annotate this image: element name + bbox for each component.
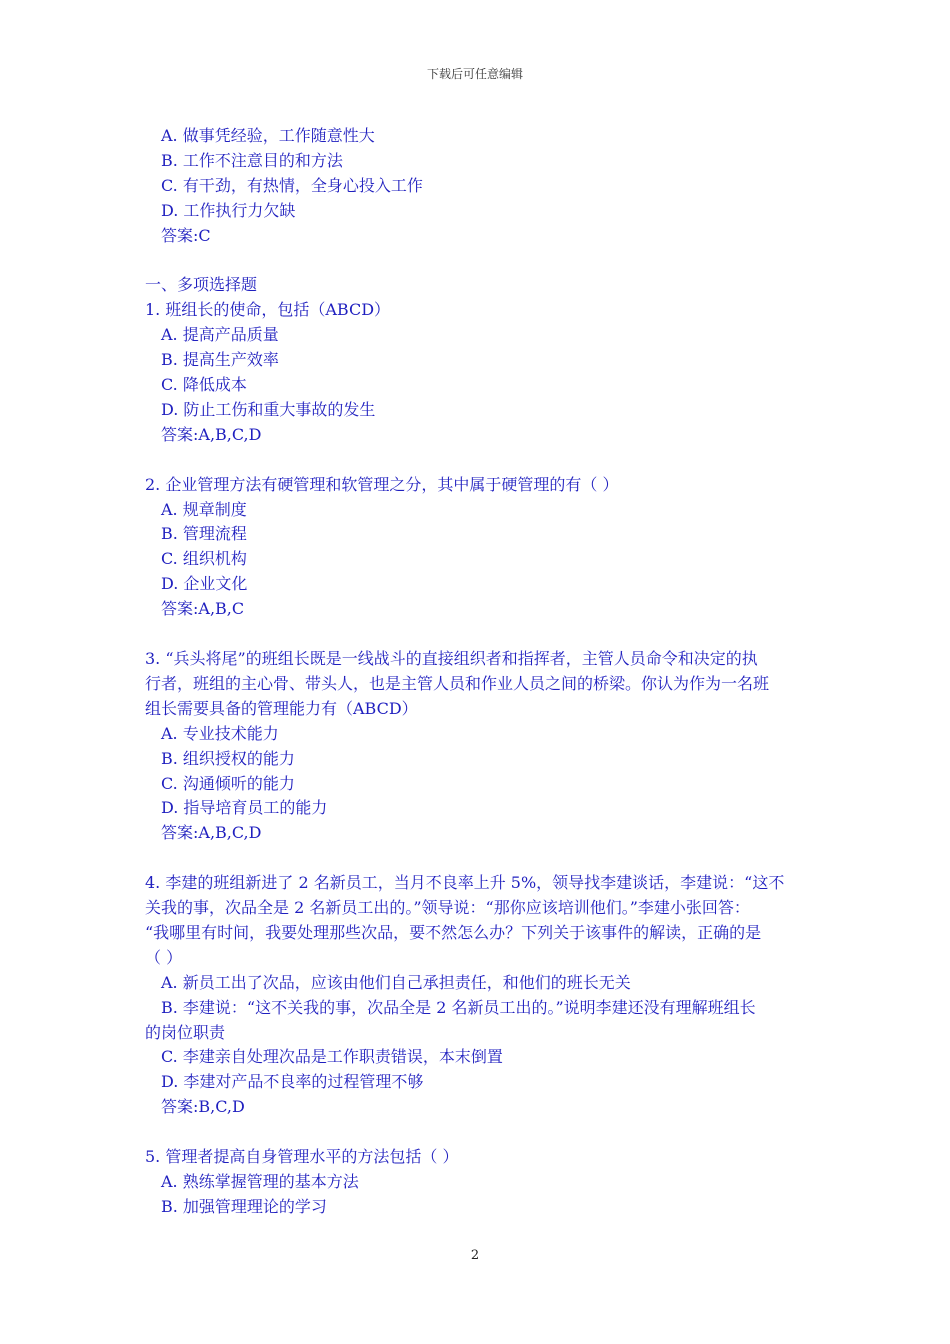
- option-b: B. 李建说：“这不关我的事，次品全是 2 名新员工出的。”说明李建还没有理解班组长: [161, 997, 756, 1017]
- question-stem: 5. 管理者提高自身管理水平的方法包括（ ）: [145, 1147, 459, 1167]
- question-stem: 1. 班组长的使命，包括（ABCD）: [145, 300, 391, 320]
- question-3: [145, 647, 810, 846]
- option-d: D. 指导培育员工的能力: [161, 798, 328, 818]
- spacer: [145, 846, 810, 871]
- option-c: C. 组织机构: [161, 549, 247, 569]
- answer: 答案:C: [161, 225, 211, 245]
- answer: 答案:A,B,C,D: [161, 823, 262, 843]
- spacer: [145, 448, 810, 473]
- spacer: [145, 1120, 810, 1145]
- option-a: A. 规章制度: [161, 499, 247, 519]
- question-1: [145, 298, 810, 447]
- answer: 答案:A,B,C: [161, 599, 245, 619]
- option-a: A. 新员工出了次品，应该由他们自己承担责任，和他们的班长无关: [161, 972, 631, 992]
- option-d: D. 企业文化: [161, 574, 248, 594]
- option-b: B. 加强管理理论的学习: [161, 1196, 327, 1216]
- option-b: B. 提高生产效率: [161, 350, 279, 370]
- question-stem: 行者，班组的主心骨、带头人，也是主管人员和作业人员之间的桥梁。你认为作为一名班: [145, 673, 770, 693]
- question-stem: 2. 企业管理方法有硬管理和软管理之分，其中属于硬管理的有（ ）: [145, 474, 619, 494]
- option-d: D. 工作执行力欠缺: [161, 200, 296, 220]
- question-stem: 3. “兵头将尾”的班组长既是一线战斗的直接组织者和指挥者，主管人员命令和决定的执: [145, 648, 758, 668]
- spacer: [145, 249, 810, 274]
- option-a: A. 提高产品质量: [161, 325, 279, 345]
- section-title: 一、多项选择题: [145, 275, 258, 295]
- question-5: [145, 1145, 810, 1220]
- option-c: C. 降低成本: [161, 375, 247, 395]
- page-number: 2: [470, 1248, 480, 1263]
- question-stem: 组长需要具备的管理能力有（ABCD）: [145, 698, 418, 718]
- question-stem: 关我的事，次品全是 2 名新员工出的。”领导说：“那你应该培训他们。”李建小张回答：: [145, 898, 750, 918]
- option-b-continuation: 的岗位职责: [145, 1022, 226, 1042]
- option-c: C. 有干劲，有热情，全身心投入工作: [161, 175, 423, 195]
- document-body: [145, 124, 810, 1220]
- option-b: B. 工作不注意目的和方法: [161, 150, 343, 170]
- page-header: 下载后可任意编辑: [426, 67, 523, 81]
- question-stem: 4. 李建的班组新进了 2 名新员工，当月不良率上升 5%，领导找李建谈话，李建说：“这不: [145, 873, 785, 893]
- option-d: D. 防止工伤和重大事故的发生: [161, 399, 376, 419]
- option-b: B. 管理流程: [161, 524, 247, 544]
- option-d: D. 李建对产品不良率的过程管理不够: [161, 1072, 424, 1092]
- option-c: C. 李建亲自处理次品是工作职责错误，本末倒置: [161, 1047, 503, 1067]
- answer: 答案:B,C,D: [161, 1097, 245, 1117]
- question-stem: “我哪里有时间，我要处理那些次品，要不然怎么办？下列关于该事件的解读，正确的是: [145, 922, 762, 942]
- question-stem: （ ）: [145, 947, 183, 967]
- option-c: C. 沟通倾听的能力: [161, 773, 295, 793]
- prev-question: [145, 124, 810, 249]
- question-2: [145, 473, 810, 622]
- question-4: [145, 871, 810, 1120]
- option-a: A. 熟练掌握管理的基本方法: [161, 1171, 359, 1191]
- answer: 答案:A,B,C,D: [161, 424, 262, 444]
- option-a: A. 做事凭经验，工作随意性大: [161, 126, 375, 145]
- spacer: [145, 622, 810, 647]
- option-a: A. 专业技术能力: [161, 723, 279, 743]
- option-b: B. 组织授权的能力: [161, 748, 295, 768]
